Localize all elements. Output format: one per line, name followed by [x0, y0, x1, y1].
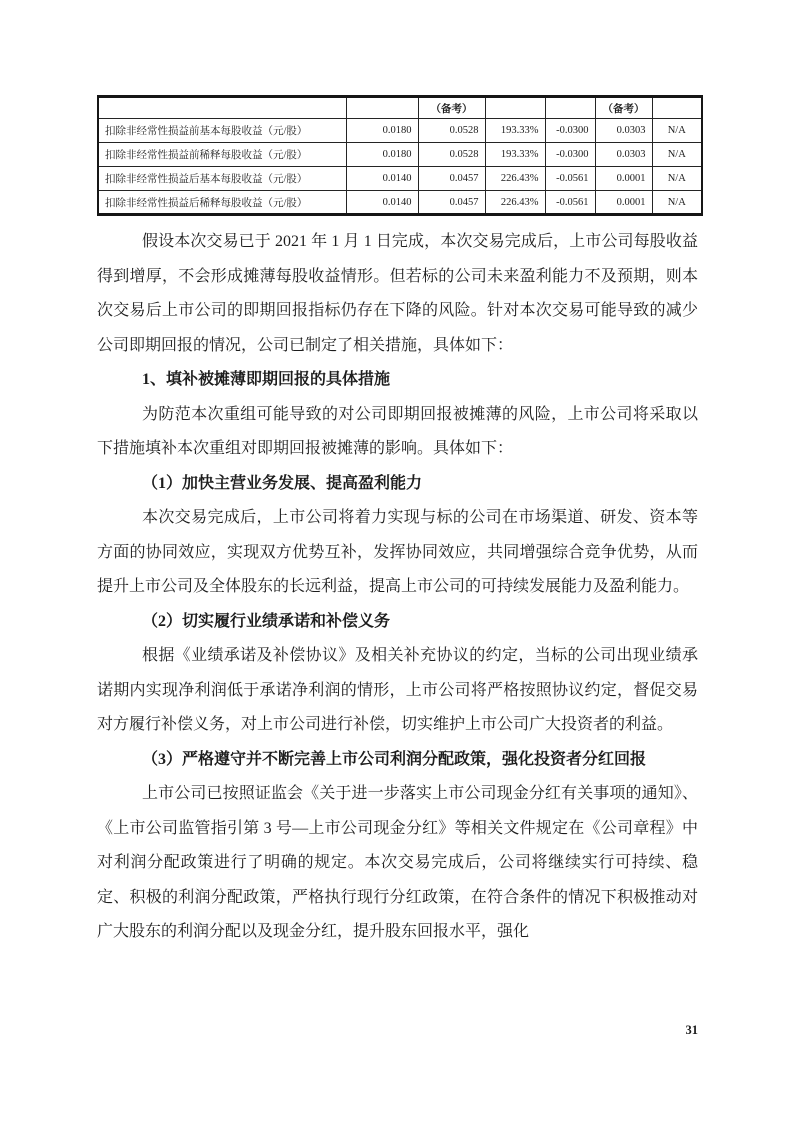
value-cell: -0.0300 [545, 143, 595, 167]
measure-2-paragraph: 根据《业绩承诺及补偿协议》及相关补充协议的约定，当标的公司出现业绩承诺期内实现净利润低于承诺净利润的情形，上市公司将严格按照协议约定，督促交易对方履行补偿义务，对上市公司进行补偿，切实维护上市公司广大投资者的利益。 [97, 647, 698, 733]
value-cell: N/A [652, 167, 702, 191]
row-label-cell: 扣除非经常性损益前稀释每股收益（元/股） [98, 143, 346, 167]
value-cell: 0.0528 [418, 119, 485, 143]
value-cell: N/A [652, 191, 702, 215]
header-cell [98, 97, 346, 119]
value-cell: 0.0303 [595, 143, 652, 167]
header-cell [545, 97, 595, 119]
value-cell: 0.0303 [595, 119, 652, 143]
page-content [97, 95, 698, 950]
measure-3-paragraph: 上市公司已按照证监会《关于进一步落实上市公司现金分红有关事项的通知》、《上市公司监管指引第 3 号—上市公司现金分红》等相关文件规定在《公司章程》中对利润分配政策进行了明确的规定。本次交易完成后，公司将继续实行可持续、稳定、积极的利润分配政策，严格执行现行分红政策，在符合条件的情况下积极推动对广大股东的利润分配以及现金分红，提升股东回报水平，强化 [97, 785, 698, 940]
row-label-cell: 扣除非经常性损益后稀释每股收益（元/股） [98, 191, 346, 215]
value-cell: 0.0180 [346, 119, 418, 143]
value-cell: 193.33% [485, 143, 545, 167]
section-1-heading: 1、填补被摊薄即期回报的具体措施 [142, 371, 391, 388]
header-cell [485, 97, 545, 119]
row-label-cell: 扣除非经常性损益后基本每股收益（元/股） [98, 167, 346, 191]
value-cell: -0.0561 [545, 167, 595, 191]
value-cell: -0.0300 [545, 119, 595, 143]
page-number: 31 [685, 1023, 698, 1037]
value-cell: 193.33% [485, 119, 545, 143]
value-cell: 226.43% [485, 167, 545, 191]
body-text [97, 225, 698, 950]
value-cell: 0.0140 [346, 191, 418, 215]
intro-paragraph: 假设本次交易已于 2021 年 1 月 1 日完成，本次交易完成后，上市公司每股收益得到增厚，不会形成摊薄每股收益情形。但若标的公司未来盈利能力不及预期，则本次交易后上市公司的即期回报指标仍存在下降的风险。针对本次交易可能导致的减少公司即期回报的情况，公司已制定了相关措施，具体如下： [97, 233, 698, 354]
table-row [98, 143, 702, 167]
table-row [98, 191, 702, 215]
value-cell: 0.0457 [418, 191, 485, 215]
header-cell [346, 97, 418, 119]
measure-1-paragraph: 本次交易完成后，上市公司将着力实现与标的公司在市场渠道、研发、资本等方面的协同效应，实现双方优势互补，发挥协同效应，共同增强综合竞争优势，从而提升上市公司及全体股东的长远利益，提高上市公司的可持续发展能力及盈利能力。 [97, 509, 698, 595]
measure-2-heading: （2）切实履行业绩承诺和补偿义务 [142, 612, 391, 630]
value-cell: N/A [652, 143, 702, 167]
value-cell: 0.0457 [418, 167, 485, 191]
value-cell: 0.0001 [595, 167, 652, 191]
value-cell: 0.0001 [595, 191, 652, 215]
measure-1-heading: （1）加快主营业务发展、提高盈利能力 [142, 474, 423, 492]
header-cell-beikao: （备考） [595, 97, 652, 119]
eps-comparison-table [97, 95, 703, 216]
value-cell: N/A [652, 119, 702, 143]
table-row [98, 167, 702, 191]
value-cell: 226.43% [485, 191, 545, 215]
header-cell [652, 97, 702, 119]
measure-3-heading: （3）严格遵守并不断完善上市公司利润分配政策，强化投资者分红回报 [142, 750, 647, 768]
section-1-paragraph: 为防范本次重组可能导致的对公司即期回报被摊薄的风险，上市公司将采取以下措施填补本次重组对即期回报被摊薄的影响。具体如下： [97, 405, 698, 457]
value-cell: 0.0140 [346, 167, 418, 191]
value-cell: 0.0528 [418, 143, 485, 167]
table-header-row [98, 97, 702, 119]
table-row [98, 119, 702, 143]
row-label-cell: 扣除非经常性损益前基本每股收益（元/股） [98, 119, 346, 143]
header-cell-beikao: （备考） [418, 97, 485, 119]
value-cell: -0.0561 [545, 191, 595, 215]
value-cell: 0.0180 [346, 143, 418, 167]
